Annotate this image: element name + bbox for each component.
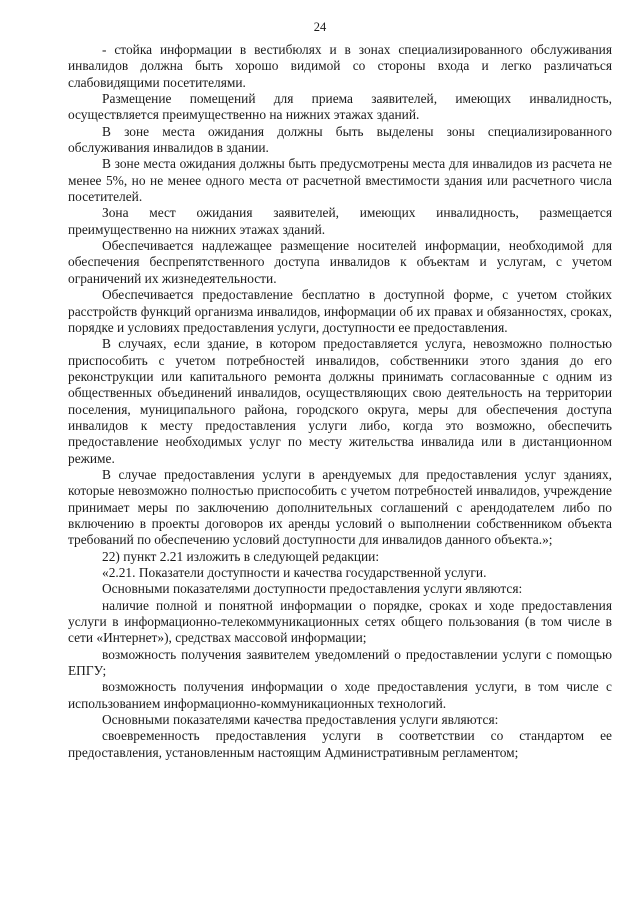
paragraph-reception-rooms: Размещение помещений для приема заявителей, имеющих инвалидность, осуществляется преимущественно на нижних этажах зданий. bbox=[68, 91, 612, 123]
page-number: 24 bbox=[313, 20, 327, 34]
document-body bbox=[68, 42, 612, 761]
paragraph-progress-information: возможность получения информации о ходе предоставления услуги, в том числе с использованием информационно-коммуникационных технологий. bbox=[68, 679, 612, 711]
paragraph-info-stand: - стойка информации в вестибюлях и в зонах специализированного обслуживания инвалидов должна быть хорошо видимой со стороны входа и легко различаться слабовидящими посетителями. bbox=[68, 42, 612, 90]
paragraph-accessibility-indicators: Основными показателями доступности предоставления услуги являются: bbox=[102, 581, 523, 597]
paragraph-section-2-21-title: «2.21. Показатели доступности и качества государственной услуги. bbox=[102, 565, 487, 580]
paragraph-quality-indicators: Основными показателями качества предоставления услуги являются: bbox=[102, 712, 499, 728]
paragraph-seats-quota: В зоне места ожидания должны быть предусмотрены места для инвалидов из расчета не менее 5%, но не менее одного места от расчетной вместимости здания или расчетного числа посетителей. bbox=[68, 156, 612, 205]
paragraph-epgu-notifications: возможность получения заявителем уведомлений о предоставлении услуги с помощью ЕПГУ; bbox=[68, 646, 612, 679]
paragraph-timeliness: своевременность предоставления услуги в соответствии со стандартом ее предоставления, установленным настоящим Административным регламентом; bbox=[68, 728, 612, 760]
paragraph-clause-22: 22) пункт 2.21 изложить в следующей редакции: bbox=[102, 548, 380, 564]
paragraph-building-adaptation: В случаях, если здание, в котором предоставляется услуга, невозможно полностью приспособить с учетом потребностей инвалидов, собственники этого здания до его реконструкции или капитального ремонта должны принимать согласованные с одним из общественных объединений инвалидов, осуществляющих свою деятельность на территории поселения, муниципального района, городского округа, меры для обеспечения доступа инвалидов к месту предоставления услуги либо, когда это возможно, обеспечить предоставление необходимых услуг по месту жительства инвалида или в дистанционном режиме. bbox=[68, 336, 612, 466]
paragraph-rented-buildings: В случае предоставления услуги в арендуемых для предоставления услуг зданиях, которые невозможно полностью приспособить с учетом потребностей инвалидов, учреждение принимает меры по заключению дополнительных соглашений с арендодателем либо по включению в проекты договоров их аренды условий о выполнении собственником объекта требований по обеспечению условий доступности для инвалидов данного объекта.»; bbox=[68, 466, 612, 548]
paragraph-info-carriers: Обеспечивается надлежащее размещение носителей информации, необходимой для обеспечения беспрепятственного доступа инвалидов к объектам и услугам, с учетом ограничений их жизнедеятельности. bbox=[68, 238, 612, 286]
paragraph-waiting-zones: В зоне места ожидания должны быть выделены зоны специализированного обслуживания инвалидов в здании. bbox=[68, 123, 612, 156]
paragraph-waiting-area-floor: Зона мест ожидания заявителей, имеющих инвалидность, размещается преимущественно на нижних этажах зданий. bbox=[68, 205, 612, 237]
paragraph-information-availability: наличие полной и понятной информации о порядке, сроках и ходе предоставления услуги в информационно-телекоммуникационных сетях общего пользования (в том числе в сети «Интернет»), средствах массовой информации; bbox=[68, 597, 612, 646]
paragraph-free-information: Обеспечивается предоставление бесплатно в доступной форме, с учетом стойких расстройств функций организма инвалидов, информации об их правах и обязанностях, сроках, порядке и условиях предоставления услуги, доступности ее предоставления. bbox=[68, 287, 612, 335]
